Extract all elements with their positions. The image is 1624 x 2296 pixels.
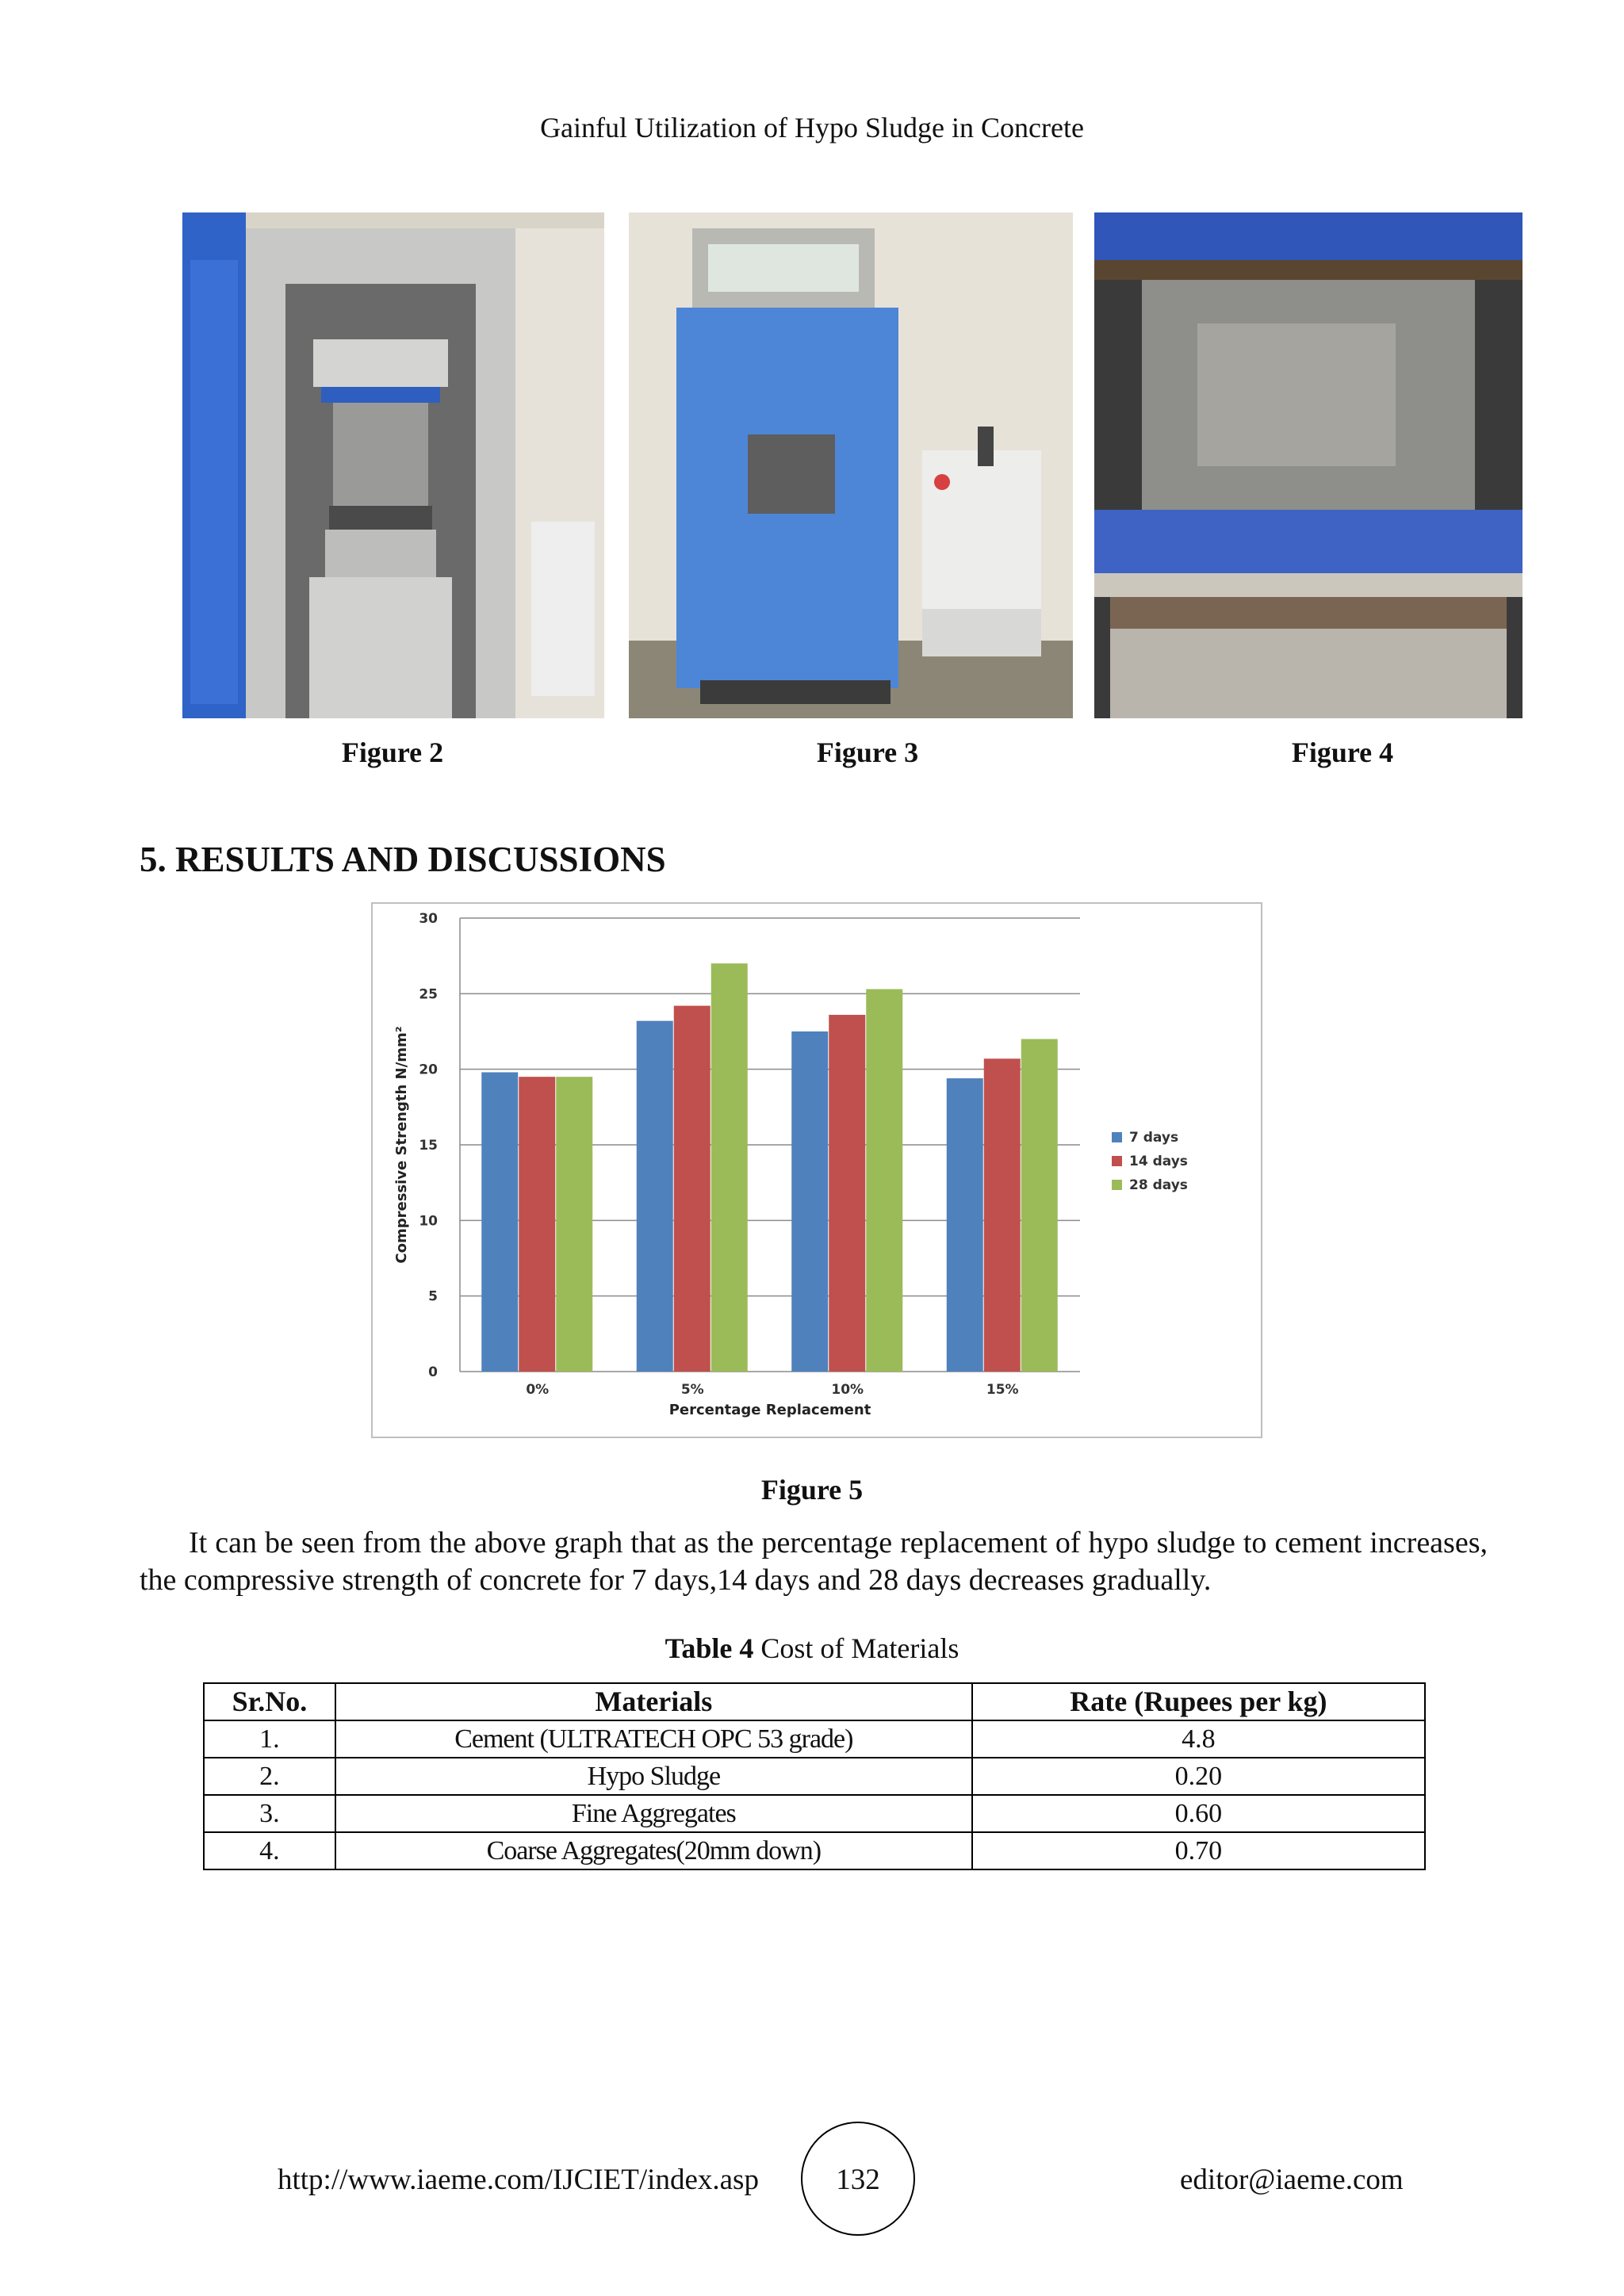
x-tick-label: 5%	[680, 1382, 704, 1398]
cell-sr-no: 3.	[204, 1795, 335, 1832]
table-row	[204, 1795, 1425, 1832]
y-tick-label: 30	[419, 911, 438, 927]
legend-swatch	[1112, 1132, 1122, 1142]
x-axis-title: Percentage Replacement	[668, 1402, 871, 1418]
y-tick-label: 10	[419, 1213, 438, 1230]
y-axis-title: Compressive Strength N/mm²	[393, 1026, 410, 1264]
y-tick-label: 0	[428, 1364, 438, 1380]
results-paragraph-text: It can be seen from the above graph that as the percentage replacement of hypo sludge to cement increases, the compressive strength of concrete for 7 days,14 days and 28 days decreases gradually.	[140, 1526, 1488, 1597]
compressive-strength-chart	[371, 902, 1262, 1438]
header-rate: Rate (Rupees per kg)	[972, 1683, 1425, 1720]
table-caption	[0, 1632, 1624, 1665]
table-row	[204, 1758, 1425, 1795]
cell-material: Coarse Aggregates(20mm down)	[335, 1832, 972, 1869]
cell-rate: 0.60	[972, 1795, 1425, 1832]
bar-7-days-10pct	[791, 1031, 828, 1372]
cell-rate: 4.8	[972, 1720, 1425, 1758]
footer-email-link[interactable]: editor@iaeme.com	[1180, 2164, 1404, 2196]
y-tick-label: 20	[419, 1062, 438, 1078]
table-caption-label: Table 4	[665, 1632, 754, 1664]
section-heading: 5. RESULTS AND DISCUSSIONS	[140, 840, 666, 879]
figure-2-photo	[182, 212, 604, 718]
figure-4-caption: Figure 4	[1291, 737, 1394, 768]
x-tick-label: 10%	[831, 1382, 864, 1398]
legend-label: 7 days	[1129, 1130, 1179, 1146]
page-number: 132	[836, 2164, 880, 2196]
cell-sr-no: 4.	[204, 1832, 335, 1869]
cost-of-materials-table	[203, 1682, 1426, 1870]
figure-2-caption: Figure 2	[341, 737, 444, 768]
bar-28-days-5pct	[711, 963, 748, 1372]
figure-4-photo	[1094, 212, 1522, 718]
y-tick-label: 25	[419, 986, 438, 1003]
bar-14-days-10pct	[829, 1015, 865, 1372]
cell-material: Hypo Sludge	[335, 1758, 972, 1795]
cell-sr-no: 1.	[204, 1720, 335, 1758]
running-header: Gainful Utilization of Hypo Sludge in Concrete	[540, 112, 1084, 144]
cell-rate: 0.20	[972, 1758, 1425, 1795]
figure-3-photo	[629, 212, 1073, 718]
bar-7-days-5pct	[637, 1021, 673, 1372]
figure-5-caption: Figure 5	[760, 1474, 864, 1506]
bar-7-days-15pct	[947, 1078, 983, 1372]
bar-28-days-10pct	[866, 989, 902, 1372]
bar-14-days-5pct	[674, 1006, 710, 1372]
footer-url-link[interactable]: http://www.iaeme.com/IJCIET/index.asp	[278, 2164, 759, 2196]
bar-28-days-0pct	[556, 1077, 592, 1372]
bar-14-days-15pct	[984, 1058, 1021, 1372]
y-tick-label: 5	[428, 1288, 438, 1305]
cell-material: Fine Aggregates	[335, 1795, 972, 1832]
table-caption-title: Cost of Materials	[753, 1632, 959, 1664]
cell-rate: 0.70	[972, 1832, 1425, 1869]
legend-label: 14 days	[1129, 1154, 1188, 1169]
bar-14-days-0pct	[519, 1077, 555, 1372]
results-paragraph	[140, 1525, 1488, 1599]
header-materials: Materials	[335, 1683, 972, 1720]
figure-3-caption: Figure 3	[816, 737, 919, 768]
y-tick-label: 15	[419, 1138, 438, 1154]
x-tick-label: 0%	[526, 1382, 550, 1398]
bar-28-days-15pct	[1021, 1039, 1058, 1372]
cell-sr-no: 2.	[204, 1758, 335, 1795]
header-sr-no: Sr.No.	[204, 1683, 335, 1720]
legend-swatch	[1112, 1156, 1122, 1166]
cell-material: Cement (ULTRATECH OPC 53 grade)	[335, 1720, 972, 1758]
table-row	[204, 1832, 1425, 1869]
bar-7-days-0pct	[481, 1072, 518, 1372]
legend-swatch	[1112, 1180, 1122, 1190]
table-row	[204, 1720, 1425, 1758]
table-header-row	[204, 1683, 1425, 1720]
legend-label: 28 days	[1129, 1177, 1188, 1193]
x-tick-label: 15%	[986, 1382, 1019, 1398]
